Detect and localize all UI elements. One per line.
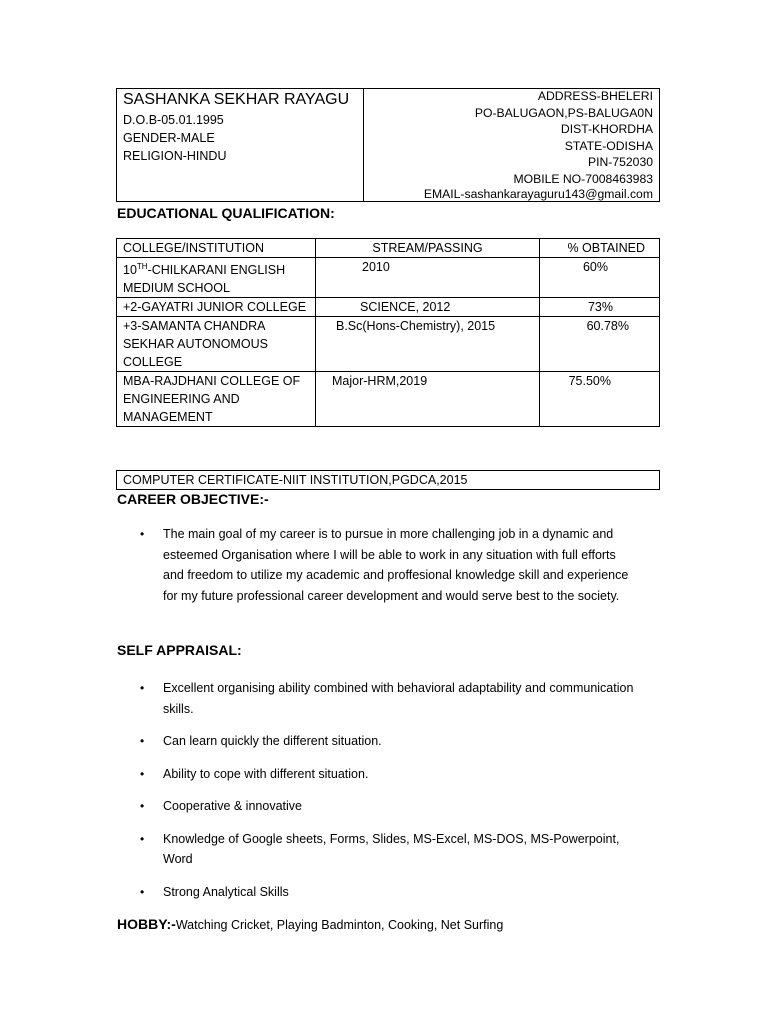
address-line: PIN-752030 [587,155,653,169]
stream-cell: Major-HRM,2019 [316,372,540,427]
list-item-text: Strong Analytical Skills [163,884,289,899]
self-appraisal-list [140,678,640,902]
list-item-text: Excellent organising ability combined with behavioral adaptability and communication skills. [163,681,634,716]
institution-text: -CHILKARANI ENGLISH MEDIUM SCHOOL [123,263,286,296]
percent-cell: 73% [540,298,660,317]
institution-cell: +3-SAMANTA CHANDRA SEKHAR AUTONOMOUS COLLEGE [117,317,316,372]
list-item [140,764,640,785]
list-item [140,731,640,752]
address-line: DIST-KHORDHA [560,122,653,136]
column-header: STREAM/PASSING [316,239,540,258]
candidate-name: SASHANKA SEKHAR RAYAGU [123,91,350,108]
table-row [117,317,660,372]
career-objective-title: CAREER OBJECTIVE:- [117,491,269,507]
address-line: ADDRESS-BHELERI [537,89,653,103]
bullet-icon: • [140,799,145,813]
dob: D.O.B-05.01.1995 [123,113,224,127]
hobby-label: HOBBY:- [117,916,176,932]
institution-cell [117,258,316,298]
bullet-icon: • [140,884,145,899]
stream-cell: 2010 [316,258,540,298]
certificate-box: COMPUTER CERTIFICATE-NIIT INSTITUTION,PGDCA,2015 [116,470,660,490]
stream-cell [316,317,540,372]
list-item [140,796,640,817]
column-header: COLLEGE/INSTITUTION [117,239,316,258]
list-item-text: Ability to cope with different situation. [163,766,369,781]
table-row [117,258,660,298]
institution-cell: +2-GAYATRI JUNIOR COLLEGE [117,298,316,317]
bullet-icon: • [140,527,145,541]
list-item [140,829,640,870]
percent-cell: 75.50% [540,372,660,427]
stream-cell: SCIENCE, 2012 [316,298,540,317]
percent-cell: 60.78% [540,317,660,372]
table-row [117,298,660,317]
address-line: STATE-ODISHA [564,138,653,153]
personal-info [117,89,364,201]
mobile-number: MOBILE NO-7008463983 [513,171,653,186]
career-objective-list [140,524,640,606]
bullet-icon: • [140,734,145,748]
list-item [140,678,640,719]
list-item [140,882,640,903]
superscript: TH [136,262,148,271]
bullet-icon: • [140,831,145,846]
education-title: EDUCATIONAL QUALIFICATION: [117,205,335,221]
address-block [363,89,659,201]
bullet-icon: • [140,766,145,781]
list-item-text: Can learn quickly the different situation. [163,734,382,748]
table-header-row [117,239,660,258]
column-header: % OBTAINED [540,239,660,258]
bullet-icon: • [140,681,145,695]
religion: RELIGION-HINDU [123,149,227,163]
list-item-text: The main goal of my career is to pursue in more challenging job in a dynamic and esteemed Organisation where I will be able to work in any situation with full efforts and freedom to utilize my academic and proffesional knowledge skill and experience for my future professional career development and would serve best to the society. [163,527,629,603]
self-appraisal-title: SELF APPRAISAL: [117,642,242,658]
stream-text: B.Sc(Hons-Chemistry), 2015 [336,319,496,334]
education-table [116,238,660,427]
hobby-value: Watching Cricket, Playing Badminton, Cooking, Net Surfing [175,918,504,932]
table-row [117,372,660,427]
email: EMAIL-sashankarayaguru143@gmail.com [423,187,653,201]
institution-text: 10 [123,263,137,278]
percent-cell: 60% [540,258,660,298]
list-item [140,524,640,606]
institution-cell: MBA-RAJDHANI COLLEGE OF ENGINEERING AND MANAGEMENT [117,372,316,427]
hobby-line [117,916,503,934]
gender: GENDER-MALE [123,131,215,145]
address-line: PO-BALUGAON,PS-BALUGA0N [474,105,653,120]
header-box [116,88,660,202]
list-item-text: Cooperative & innovative [163,799,302,813]
list-item-text: Knowledge of Google sheets, Forms, Slides, MS-Excel, MS-DOS, MS-Powerpoint, Word [163,831,620,866]
